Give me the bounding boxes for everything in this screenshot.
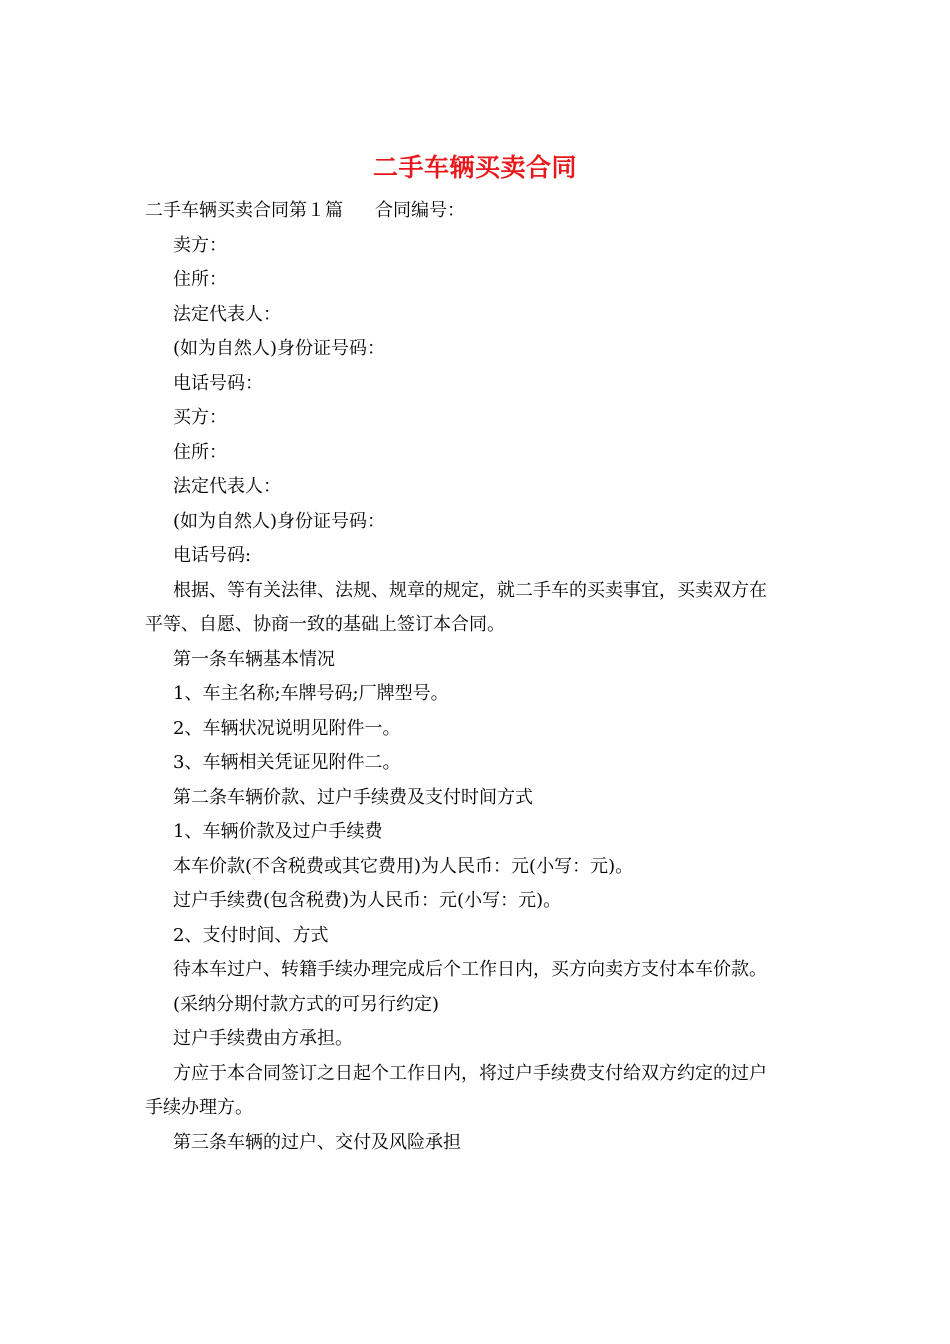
paragraph-line: 1、车辆价款及过户手续费 xyxy=(173,821,383,842)
seller-line: 卖方： xyxy=(173,234,227,256)
paragraph-line: 手续办理方。 xyxy=(145,1097,253,1118)
paragraph-line: 平等、自愿、协商一致的基础上签订本合同。 xyxy=(145,614,505,635)
buyer-phone-line: 电话号码: xyxy=(173,545,252,566)
paragraph-line: 本车价款(不含税费或其它费用)为人民币：元(小写：元)。 xyxy=(173,855,634,877)
section-heading: 第一条车辆基本情况 xyxy=(173,648,335,670)
paragraph-line: 过户手续费(包含税费)为人民币：元(小写：元)。 xyxy=(173,890,562,911)
document-body xyxy=(145,194,810,1160)
paragraph-line: 过户手续费由方承担。 xyxy=(173,1028,353,1049)
buyer-address-line: 住所： xyxy=(173,441,227,463)
paragraph-line: 1、车主名称;车牌号码;厂牌型号。 xyxy=(173,683,449,704)
buyer-line: 买方： xyxy=(173,407,227,428)
header-line xyxy=(145,194,810,229)
seller-representative-line: 法定代表人： xyxy=(173,303,281,325)
paragraph-line: (采纳分期付款方式的可另行约定) xyxy=(173,993,440,1015)
paragraph-line: 待本车过户、转籍手续办理完成后个工作日内，买方向卖方支付本车价款。 xyxy=(173,959,767,980)
paragraph-line: 2、车辆状况说明见附件一。 xyxy=(173,717,401,739)
seller-id-line: (如为自然人)身份证号码： xyxy=(173,338,386,359)
contract-number-label: 合同编号： xyxy=(375,200,465,221)
paragraph-line: 方应于本合同签订之日起个工作日内，将过户手续费支付给双方约定的过户 xyxy=(173,1062,767,1084)
buyer-id-line: (如为自然人)身份证号码： xyxy=(173,510,386,532)
part-label: 二手车辆买卖合同第１篇 xyxy=(145,200,343,221)
buyer-representative-line: 法定代表人： xyxy=(173,476,281,497)
paragraph-line: 3、车辆相关凭证见附件二。 xyxy=(173,752,401,773)
paragraph-line: 根据、等有关法律、法规、规章的规定，就二手车的买卖事宜，买卖双方在 xyxy=(173,579,767,601)
section-heading: 第三条车辆的过户、交付及风险承担 xyxy=(173,1131,461,1153)
section-heading: 第二条车辆价款、过户手续费及支付时间方式 xyxy=(173,786,533,808)
seller-phone-line: 电话号码： xyxy=(173,372,263,394)
seller-address-line: 住所： xyxy=(173,269,227,290)
document-title: 二手车辆买卖合同 xyxy=(372,153,577,182)
paragraph-line: 2、支付时间、方式 xyxy=(173,924,329,946)
